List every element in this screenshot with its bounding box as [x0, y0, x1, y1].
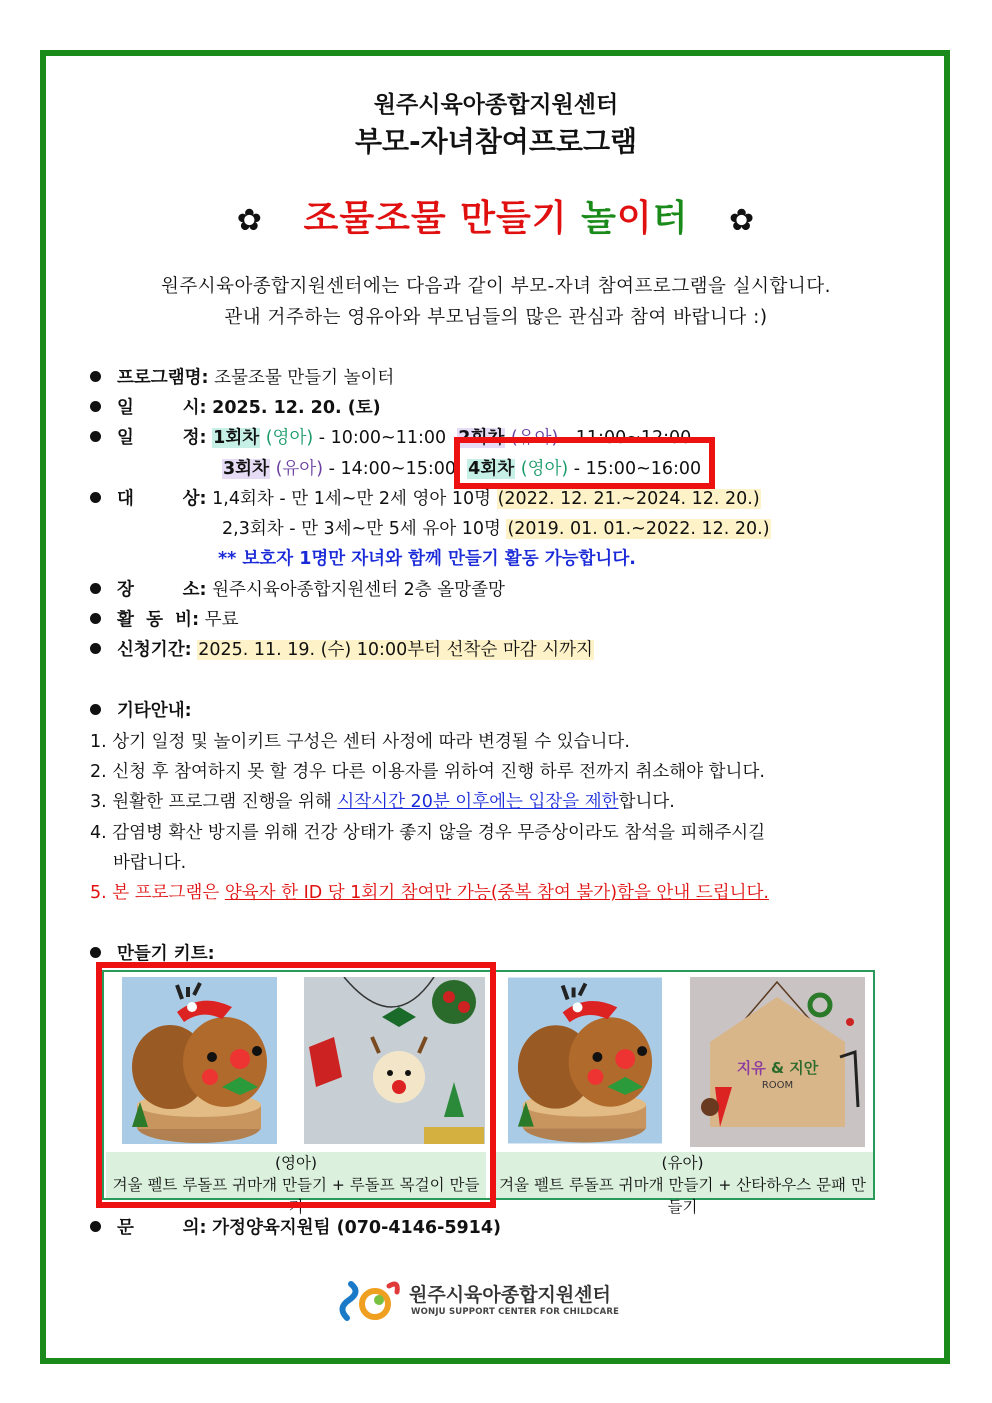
session-1: 1회차	[213, 428, 260, 448]
label: 문 의:	[117, 1218, 207, 1238]
bullet-icon	[90, 492, 101, 503]
session-3-time: - 14:00~15:00	[323, 459, 457, 479]
label: 만들기 키트:	[117, 944, 215, 964]
title-word-3a: 놀	[581, 198, 617, 239]
sign-room: ROOM	[761, 1080, 794, 1091]
note-5-a: 5. 본 프로그램은	[90, 883, 225, 903]
target-2-range: (2019. 01. 01.~2022. 12. 20.)	[507, 519, 770, 539]
infant-kit-highlight	[96, 962, 496, 1208]
note-3	[90, 788, 675, 813]
santa-house-sign-photo	[690, 977, 865, 1147]
note-3-a: 3. 원활한 프로그램 진행을 위해	[90, 792, 338, 812]
footer-org-en: WONJU SUPPORT CENTER FOR CHILDCARE	[411, 1307, 620, 1317]
program-heading: 부모-자녀참여프로그램	[354, 125, 638, 158]
apply-row	[90, 636, 594, 661]
bullet-icon	[90, 401, 101, 412]
bullet-icon	[90, 704, 101, 715]
note-5-b: 양육자 한 ID 당 1회기 참여만 가능(중복 참여 불가)함을 안내 드립니다.	[224, 883, 769, 903]
toddler-kit-title: (유아)	[661, 1154, 704, 1172]
note-3-c: 합니다.	[618, 792, 675, 812]
value: 조물조물 만들기 놀이터	[214, 368, 395, 388]
session-1-type: 영아	[272, 428, 307, 448]
label: 일 정:	[117, 428, 207, 448]
value: 가정양육지원팀 (070-4146-5914)	[212, 1218, 502, 1238]
schedule-row-1: 일 정: 1회차 (영아) - 10:00~11:00 2회차 (유아) - 11:00~12:00	[90, 424, 691, 449]
title-word-2a: 만	[460, 198, 496, 239]
session-3: 3회차	[223, 459, 269, 479]
title-word-1: 조물조물	[303, 198, 447, 239]
intro-line-1: 원주시육아종합지원센터에는 다음과 같이 부모-자녀 참여프로그램을 실시합니다.	[160, 276, 832, 297]
label: 프로그램명:	[117, 368, 209, 388]
infant-kit-title: (영아)	[274, 1154, 318, 1172]
toddler-kit-desc: 겨울 펠트 루돌프 귀마개 만들기 + 산타하우스 문패 만들기	[499, 1176, 866, 1216]
session-2-time: - 11:00~12:00	[558, 428, 692, 448]
label: 신청기간:	[117, 640, 192, 660]
guardian-note: ** 보호자 1명만 자녀와 함께 만들기 활동 가능합니다.	[218, 549, 636, 569]
note-5	[90, 879, 769, 904]
toddler-kit-caption	[492, 1152, 873, 1216]
target-1: 1,4회차 - 만 1세~만 2세 영아 10명	[212, 489, 492, 509]
event-title	[0, 190, 992, 241]
session-4-time: - 15:00~16:00	[568, 459, 702, 479]
note-3-link: 시작시간 20분 이후에는 입장을 제한	[337, 792, 619, 812]
title-word-2b: 들기	[495, 198, 568, 239]
label: 장 소:	[117, 580, 207, 600]
org-heading: 원주시육아종합지원센터	[373, 92, 619, 118]
sign-names	[690, 1057, 865, 1078]
logo-mark-icon	[337, 1278, 405, 1324]
intro-line-2: 관내 거주하는 영유아와 부모님들의 많은 관심과 참여 바랍니다 :)	[224, 307, 768, 328]
label: 대 상:	[117, 489, 207, 509]
label: 일 시:	[117, 398, 207, 418]
label: 기타안내:	[117, 701, 192, 721]
bullet-icon	[90, 613, 101, 624]
value: 무료	[204, 610, 239, 630]
bullet-icon	[90, 643, 101, 654]
bullet-icon	[90, 371, 101, 382]
session-4-highlight	[454, 437, 715, 489]
target-row-2	[222, 515, 771, 540]
earmuff-photo-toddler	[508, 977, 662, 1144]
value: 2025. 12. 20. (토)	[212, 398, 381, 418]
target-row-1	[90, 485, 761, 510]
value: 2025. 11. 19. (수) 10:00부터 선착순 마감 시까지	[198, 640, 593, 660]
target-1-range: (2022. 12. 21.~2024. 12. 20.)	[497, 489, 760, 509]
footer-org-ko: 원주시육아종합지원센터	[409, 1284, 611, 1306]
sign-name-a: 지유	[736, 1059, 766, 1077]
label: 활 동 비:	[117, 610, 200, 630]
session-2: 2회차	[458, 428, 505, 448]
session-3-type: 유아	[282, 459, 317, 479]
session-4-type: 영아	[527, 459, 562, 479]
notes-heading	[90, 697, 192, 722]
session-2-type: 유아	[517, 428, 552, 448]
session-4: 4회차	[468, 459, 515, 479]
title-word-3c: 터	[652, 198, 689, 239]
contact-row	[90, 1214, 501, 1239]
infant-kit-desc: 겨울 펠트 루돌프 귀마개 만들기 + 루돌프 목걸이 만들기	[112, 1176, 480, 1216]
place-row	[90, 576, 505, 601]
schedule-row-2: 3회차 (유아) - 14:00~15:00 4회차 (영아) - 15:00~16:00	[223, 459, 702, 479]
flower-icon: ✿	[729, 203, 756, 238]
bullet-icon	[90, 947, 101, 958]
bullet-icon	[90, 1221, 101, 1232]
sign-name-b: & 지안	[770, 1059, 819, 1077]
date-row	[90, 394, 381, 419]
bullet-icon	[90, 431, 101, 442]
value: 원주시육아종합지원센터 2층 올망졸망	[212, 580, 505, 600]
bullet-icon	[90, 583, 101, 594]
note-4-cont: 바랍니다.	[113, 853, 187, 873]
program-name-row	[90, 364, 394, 389]
target-2: 2,3회차 - 만 3세~만 5세 유아 10명	[222, 519, 501, 539]
center-logo	[337, 1278, 627, 1324]
session-1-time: - 10:00~11:00	[313, 428, 447, 448]
flower-icon: ✿	[236, 203, 263, 238]
title-word-3b: 이	[616, 198, 653, 239]
fee-row	[90, 606, 238, 631]
note-2: 2. 신청 후 참여하지 못 할 경우 다른 이용자를 위하여 진행 하루 전까지 취소해야 합니다.	[90, 762, 765, 782]
note-4: 4. 감염병 확산 방지를 위해 건강 상태가 좋지 않을 경우 무증상이라도 참석을 피해주시길	[90, 823, 766, 843]
note-1: 1. 상기 일정 및 놀이키트 구성은 센터 사정에 따라 변경될 수 있습니다.	[90, 732, 630, 752]
